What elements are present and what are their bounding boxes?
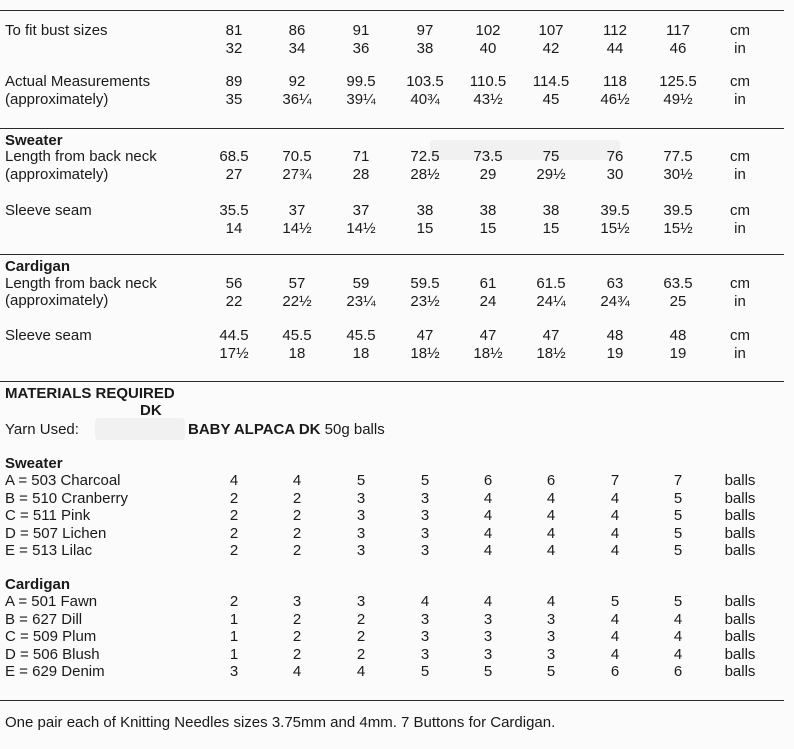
bust-value-in: 32 <box>225 40 243 57</box>
yarn-quantity: 3 <box>420 507 430 524</box>
yarn-quantity: 4 <box>546 593 556 610</box>
sweater-length-value-cm: 72.5 <box>410 148 440 165</box>
yarn-quantity: 7 <box>610 472 620 489</box>
yarn-quantity: 4 <box>610 628 620 645</box>
yarn-quantity: 3 <box>292 593 302 610</box>
yarn-quantity: 1 <box>229 645 239 663</box>
yarn-quantity: 2 <box>292 489 302 507</box>
actual-label-approx: (approximately) <box>5 91 109 108</box>
unit-in: in <box>734 345 746 362</box>
yarn-quantity: 3 <box>546 645 556 663</box>
actual-value-cm: 89 <box>225 73 243 90</box>
yarn-quantity: 3 <box>420 524 430 542</box>
yarn-quantity: 4 <box>483 507 493 524</box>
sweater-sleeve-value-in: 15½ <box>600 220 630 237</box>
bust-value-cm: 102 <box>475 22 501 39</box>
actual-value-cm: 92 <box>288 73 306 90</box>
sweater-length-value-cm: 68.5 <box>219 148 249 165</box>
yarn-quantity: 5 <box>673 489 683 507</box>
yarn-quantity: 4 <box>420 593 430 610</box>
yarn-quantity: 5 <box>420 663 430 680</box>
actual-value-cm: 103.5 <box>406 73 444 90</box>
yarn-used-value <box>188 421 385 439</box>
yarn-row-label: D = 507 Lichen <box>5 524 107 542</box>
cardigan-length-value-cm: 59 <box>352 275 370 292</box>
yarn-quantity: 4 <box>610 542 620 559</box>
yarn-quantity: 3 <box>356 593 366 610</box>
unit-cm: cm <box>730 148 750 165</box>
sweater-sleeve-label: Sleeve seam <box>5 202 92 219</box>
cardigan-sleeve-value-cm: 45.5 <box>346 327 376 344</box>
yarn-quantity: 5 <box>673 507 683 524</box>
unit-in: in <box>734 166 746 183</box>
unit-cm: cm <box>730 202 750 219</box>
sweater-length-label: Length from back neck <box>5 148 157 165</box>
cardigan-length-value-cm: 57 <box>288 275 306 292</box>
sweater-length-value-cm: 70.5 <box>282 148 312 165</box>
cardigan-length-value-cm: 63.5 <box>663 275 693 292</box>
yarn-quantity: 3 <box>420 489 430 507</box>
cardigan-length-label: Length from back neck <box>5 275 157 292</box>
yarn-quantity: 4 <box>610 610 620 628</box>
cardigan-sleeve-value-cm: 48 <box>606 327 624 344</box>
cardigan-sleeve-value-in: 18 <box>288 345 306 362</box>
unit-cm: cm <box>730 327 750 344</box>
sweater-length-value-in: 28½ <box>410 166 440 183</box>
yarn-quantity: 5 <box>546 663 556 680</box>
unit-in: in <box>734 91 746 108</box>
unit-cm: cm <box>730 275 750 292</box>
cardigan-length-value-in: 23½ <box>410 293 440 310</box>
yarn-quantity: 3 <box>483 628 493 645</box>
sweater-length-value-in: 27 <box>225 166 243 183</box>
yarn-quantity: 3 <box>420 645 430 663</box>
cardigan-length-value-in: 25 <box>669 293 687 310</box>
rule-cardigan <box>0 254 784 255</box>
yarn-row-label: A = 501 Fawn <box>5 593 98 610</box>
bust-value-cm: 91 <box>352 22 370 39</box>
yarn-quantity: 4 <box>610 524 620 542</box>
sweater-sleeve-value-in: 15 <box>416 220 434 237</box>
rule-materials <box>0 381 784 382</box>
yarn-quantity: 5 <box>673 542 683 559</box>
sweater-sleeve-value-cm: 38 <box>479 202 497 219</box>
yarn-quantity: 2 <box>229 507 239 524</box>
yarn-quantity: 5 <box>673 593 683 610</box>
yarn-quantity: 4 <box>546 489 556 507</box>
yarn-unit: balls <box>724 645 756 663</box>
cardigan-sleeve-value-cm: 47 <box>479 327 497 344</box>
actual-value-in: 45 <box>542 91 560 108</box>
yarn-quantity: 2 <box>229 524 239 542</box>
yarn-quantity: 4 <box>546 507 556 524</box>
yarn-quantity: 2 <box>229 489 239 507</box>
cardigan-length-value-in: 24¼ <box>536 293 566 310</box>
yarn-quantity: 2 <box>356 645 366 663</box>
yarn-quantity: 6 <box>673 663 683 680</box>
cardigan-sleeve-value-in: 17½ <box>219 345 249 362</box>
yarn-quantity: 1 <box>229 628 239 645</box>
sweater-sleeve-value-cm: 35.5 <box>219 202 249 219</box>
yarn-unit: balls <box>724 628 756 645</box>
yarn-quantity: 4 <box>546 542 556 559</box>
sweater-length-value-in: 30½ <box>663 166 693 183</box>
actual-value-in: 40¾ <box>410 91 440 108</box>
actual-value-cm: 114.5 <box>532 73 570 90</box>
sweater-length-value-in: 30 <box>606 166 624 183</box>
sweater-length-value-cm: 77.5 <box>663 148 693 165</box>
cardigan-length-value-in: 24 <box>479 293 497 310</box>
actual-value-in: 39¼ <box>346 91 376 108</box>
yarn-row-label: E = 513 Lilac <box>5 542 93 559</box>
unit-in: in <box>734 220 746 237</box>
yarn-quantity: 6 <box>610 663 620 680</box>
sweater-sleeve-value-cm: 38 <box>542 202 560 219</box>
yarn-unit: balls <box>724 542 756 559</box>
sweater-length-value-in: 29 <box>479 166 497 183</box>
yarn-quantity: 5 <box>483 663 493 680</box>
bust-value-in: 36 <box>352 40 370 57</box>
sweater-sleeve-value-in: 15 <box>479 220 497 237</box>
yarn-quantity: 2 <box>292 524 302 542</box>
bust-value-cm: 81 <box>225 22 243 39</box>
sweater-sleeve-value-in: 14 <box>225 220 243 237</box>
actual-value-in: 35 <box>225 91 243 108</box>
sweater-length-value-cm: 71 <box>352 148 370 165</box>
bust-value-in: 42 <box>542 40 560 57</box>
cardigan-length-value-in: 22 <box>225 293 243 310</box>
actual-value-cm: 99.5 <box>346 73 376 90</box>
sweater-length-value-in: 27¾ <box>282 166 312 183</box>
scan-smudge <box>95 418 185 440</box>
actual-value-in: 46½ <box>600 91 630 108</box>
yarn-quantity: 4 <box>483 489 493 507</box>
bust-label: To fit bust sizes <box>5 22 108 39</box>
yarn-quantity: 6 <box>483 472 493 489</box>
cardigan-sleeve-value-in: 19 <box>606 345 624 362</box>
sweater-length-approx: (approximately) <box>5 166 109 183</box>
yarn-unit: balls <box>724 593 756 610</box>
yarn-quantity: 4 <box>610 489 620 507</box>
yarn-row-label: E = 629 Denim <box>5 663 105 680</box>
yarn-quantity: 3 <box>356 507 366 524</box>
cardigan-length-value-cm: 56 <box>225 275 243 292</box>
bust-value-in: 34 <box>288 40 306 57</box>
actual-value-cm: 125.5 <box>659 73 697 90</box>
yarn-quantity: 1 <box>229 610 239 628</box>
actual-value-in: 49½ <box>663 91 693 108</box>
actual-value-in: 36¼ <box>282 91 312 108</box>
sweater-length-value-in: 28 <box>352 166 370 183</box>
cardigan-length-value-cm: 63 <box>606 275 624 292</box>
sweater-sleeve-value-in: 14½ <box>346 220 376 237</box>
yarn-quantity: 2 <box>229 593 239 610</box>
sweater-sleeve-value-in: 14½ <box>282 220 312 237</box>
yarn-quantity: 2 <box>292 628 302 645</box>
yarn-quantity: 2 <box>229 542 239 559</box>
yarn-quantity: 3 <box>420 628 430 645</box>
sweater-sleeve-value-cm: 39.5 <box>663 202 693 219</box>
yarn-unit: balls <box>724 507 756 524</box>
yarn-desc: 50g balls <box>320 421 385 438</box>
cardigan-sleeve-label: Sleeve seam <box>5 327 92 344</box>
sweater-length-value-in: 29½ <box>536 166 566 183</box>
cardigan-yarn-heading: Cardigan <box>5 576 71 593</box>
bust-value-cm: 107 <box>538 22 564 39</box>
cardigan-sleeve-value-in: 18½ <box>410 345 440 362</box>
yarn-unit: balls <box>724 489 756 507</box>
cardigan-length-value-in: 22½ <box>282 293 312 310</box>
sweater-length-value-cm: 76 <box>606 148 624 165</box>
sweater-sleeve-value-in: 15½ <box>663 220 693 237</box>
materials-subheading: DK <box>140 402 162 419</box>
actual-value-cm: 110.5 <box>469 73 507 90</box>
yarn-used-label: Yarn Used: <box>5 421 79 438</box>
yarn-quantity: 2 <box>292 507 302 524</box>
yarn-name: BABY ALPACA DK <box>188 421 321 438</box>
bust-value-in: 38 <box>416 40 434 57</box>
sweater-sleeve-value-cm: 37 <box>288 202 306 219</box>
yarn-row-label: A = 503 Charcoal <box>5 472 121 489</box>
cardigan-sleeve-value-cm: 45.5 <box>282 327 312 344</box>
yarn-quantity: 4 <box>546 524 556 542</box>
sweater-yarn-heading: Sweater <box>5 455 63 472</box>
cardigan-length-value-cm: 59.5 <box>410 275 440 292</box>
cardigan-sleeve-value-cm: 44.5 <box>219 327 249 344</box>
cardigan-sleeve-value-in: 18½ <box>536 345 566 362</box>
rule-sweater <box>0 128 784 129</box>
cardigan-heading: Cardigan <box>5 258 71 275</box>
yarn-quantity: 3 <box>546 610 556 628</box>
actual-label: Actual Measurements <box>5 73 151 90</box>
yarn-quantity: 4 <box>610 645 620 663</box>
yarn-row-label: C = 511 Pink <box>5 507 91 524</box>
cardigan-sleeve-value-cm: 47 <box>416 327 434 344</box>
yarn-row-label: B = 627 Dill <box>5 610 83 628</box>
cardigan-sleeve-value-in: 18 <box>352 345 370 362</box>
actual-value-in: 43½ <box>473 91 503 108</box>
yarn-quantity: 3 <box>420 610 430 628</box>
yarn-quantity: 2 <box>292 610 302 628</box>
cardigan-sleeve-value-in: 19 <box>669 345 687 362</box>
yarn-quantity: 2 <box>292 645 302 663</box>
yarn-quantity: 4 <box>673 628 683 645</box>
yarn-quantity: 3 <box>483 610 493 628</box>
yarn-quantity: 5 <box>420 472 430 489</box>
yarn-row-label: B = 510 Cranberry <box>5 489 128 507</box>
yarn-quantity: 3 <box>483 645 493 663</box>
sweater-length-value-cm: 73.5 <box>473 148 503 165</box>
rule-footer <box>0 700 784 701</box>
yarn-quantity: 2 <box>356 610 366 628</box>
unit-cm: cm <box>730 73 750 90</box>
yarn-quantity: 2 <box>292 542 302 559</box>
sweater-sleeve-value-cm: 37 <box>352 202 370 219</box>
cardigan-length-value-in: 24¾ <box>600 293 630 310</box>
yarn-quantity: 4 <box>229 472 239 489</box>
yarn-quantity: 4 <box>483 524 493 542</box>
unit-in: in <box>734 40 746 57</box>
bust-value-cm: 97 <box>416 22 434 39</box>
yarn-row-label: C = 509 Plum <box>5 628 97 645</box>
cardigan-length-value-cm: 61.5 <box>536 275 566 292</box>
cardigan-sleeve-value-in: 18½ <box>473 345 503 362</box>
yarn-quantity: 3 <box>356 542 366 559</box>
actual-value-cm: 118 <box>603 73 627 90</box>
sweater-sleeve-value-in: 15 <box>542 220 560 237</box>
sweater-sleeve-value-cm: 38 <box>416 202 434 219</box>
bust-value-in: 44 <box>606 40 624 57</box>
yarn-quantity: 5 <box>673 524 683 542</box>
yarn-quantity: 3 <box>229 663 239 680</box>
yarn-unit: balls <box>724 524 756 542</box>
bust-value-in: 40 <box>479 40 497 57</box>
sweater-heading: Sweater <box>5 132 63 149</box>
yarn-quantity: 3 <box>356 524 366 542</box>
yarn-quantity: 4 <box>483 542 493 559</box>
cardigan-length-value-in: 23¼ <box>346 293 376 310</box>
cardigan-sleeve-value-cm: 47 <box>542 327 560 344</box>
yarn-quantity: 4 <box>356 663 366 680</box>
bust-value-cm: 86 <box>288 22 306 39</box>
yarn-quantity: 4 <box>673 645 683 663</box>
yarn-quantity: 3 <box>420 542 430 559</box>
yarn-quantity: 4 <box>610 507 620 524</box>
yarn-quantity: 3 <box>356 489 366 507</box>
yarn-row-label: D = 506 Blush <box>5 645 100 663</box>
yarn-quantity: 6 <box>546 472 556 489</box>
yarn-quantity: 4 <box>673 610 683 628</box>
yarn-unit: balls <box>724 610 756 628</box>
yarn-quantity: 2 <box>356 628 366 645</box>
rule-top <box>0 10 784 11</box>
cardigan-length-value-cm: 61 <box>479 275 497 292</box>
bust-value-cm: 112 <box>603 22 627 39</box>
footer-note: One pair each of Knitting Needles sizes 3.75mm and 4mm. 7 Buttons for Cardigan. <box>5 714 556 731</box>
cardigan-sleeve-value-cm: 48 <box>669 327 687 344</box>
unit-cm: cm <box>730 22 750 39</box>
cardigan-length-approx: (approximately) <box>5 292 109 309</box>
unit-in: in <box>734 293 746 310</box>
yarn-unit: balls <box>724 663 756 680</box>
bust-value-in: 46 <box>669 40 687 57</box>
yarn-quantity: 4 <box>483 593 493 610</box>
materials-heading: MATERIALS REQUIRED <box>5 385 175 402</box>
yarn-quantity: 7 <box>673 472 683 489</box>
yarn-quantity: 5 <box>356 472 366 489</box>
yarn-quantity: 4 <box>292 472 302 489</box>
yarn-quantity: 4 <box>292 663 302 680</box>
yarn-quantity: 3 <box>546 628 556 645</box>
bust-value-cm: 117 <box>666 22 690 39</box>
sweater-sleeve-value-cm: 39.5 <box>600 202 630 219</box>
yarn-quantity: 5 <box>610 593 620 610</box>
yarn-unit: balls <box>724 472 756 489</box>
sweater-length-value-cm: 75 <box>542 148 560 165</box>
